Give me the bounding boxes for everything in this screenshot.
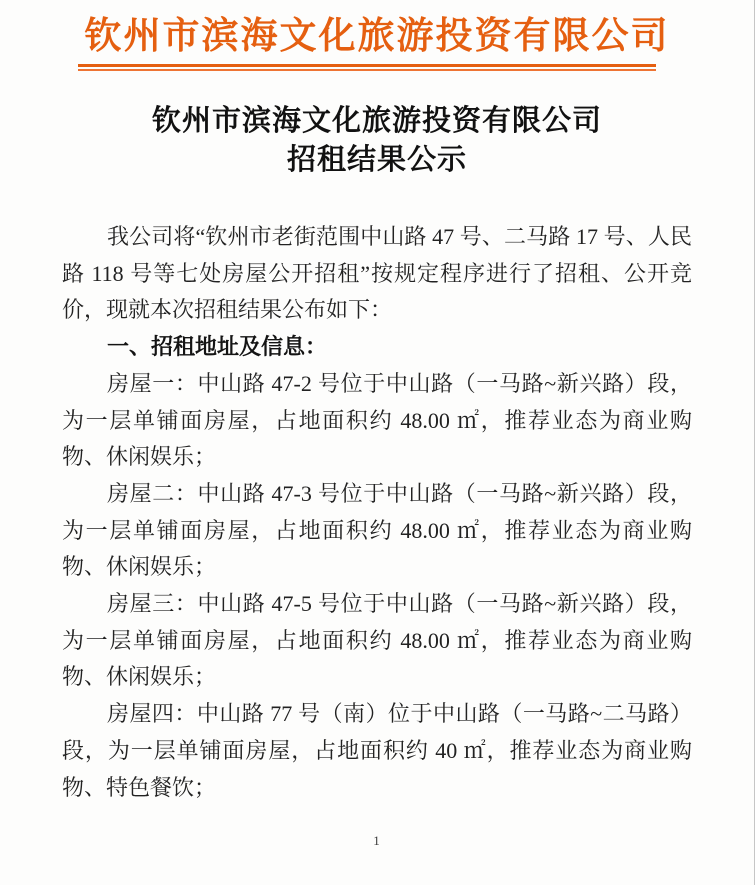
letterhead-company-name: 钦州市滨海文化旅游投资有限公司	[84, 16, 670, 57]
page-number: 1	[373, 833, 381, 848]
document-body	[62, 219, 692, 806]
page-footer	[0, 833, 754, 849]
letterhead-divider	[78, 64, 656, 71]
intro-paragraph: 我公司将“钦州市老街范围中山路 47 号、二马路 17 号、人民路 118 号等七处房屋公开招租”按规定程序进行了招租、公开竞价，现就本次招租结果公布如下：	[62, 224, 692, 323]
document-title-line1: 钦州市滨海文化旅游投资有限公司	[151, 105, 602, 137]
house-paragraph-3: 房屋三：中山路 47-5 号位于中山路（一马路~新兴路）段，为一层单铺面房屋，占地面积约 48.00 ㎡，推荐业态为商业购物、休闲娱乐；	[62, 591, 692, 690]
document-title-line2: 招租结果公示	[286, 144, 467, 176]
house-paragraph-2: 房屋二：中山路 47-3 号位于中山路（一马路~新兴路）段，为一层单铺面房屋，占地面积约 48.00 ㎡，推荐业态为商业购物、休闲娱乐；	[62, 480, 692, 580]
house-paragraph-1: 房屋一：中山路 47-2 号位于中山路（一马路~新兴路）段，为一层单铺面房屋，占地面积约 48.00 ㎡，推荐业态为商业购物、休闲娱乐；	[62, 370, 692, 470]
section-heading-rental-info: 一、招租地址及信息：	[107, 334, 328, 360]
house-paragraph-4: 房屋四：中山路 77 号（南）位于中山路（一马路~二马路）段，为一层单铺面房屋，占地面积约 40 ㎡，推荐业态为商业购物、特色餐饮；	[62, 701, 692, 800]
document-title	[0, 102, 754, 180]
